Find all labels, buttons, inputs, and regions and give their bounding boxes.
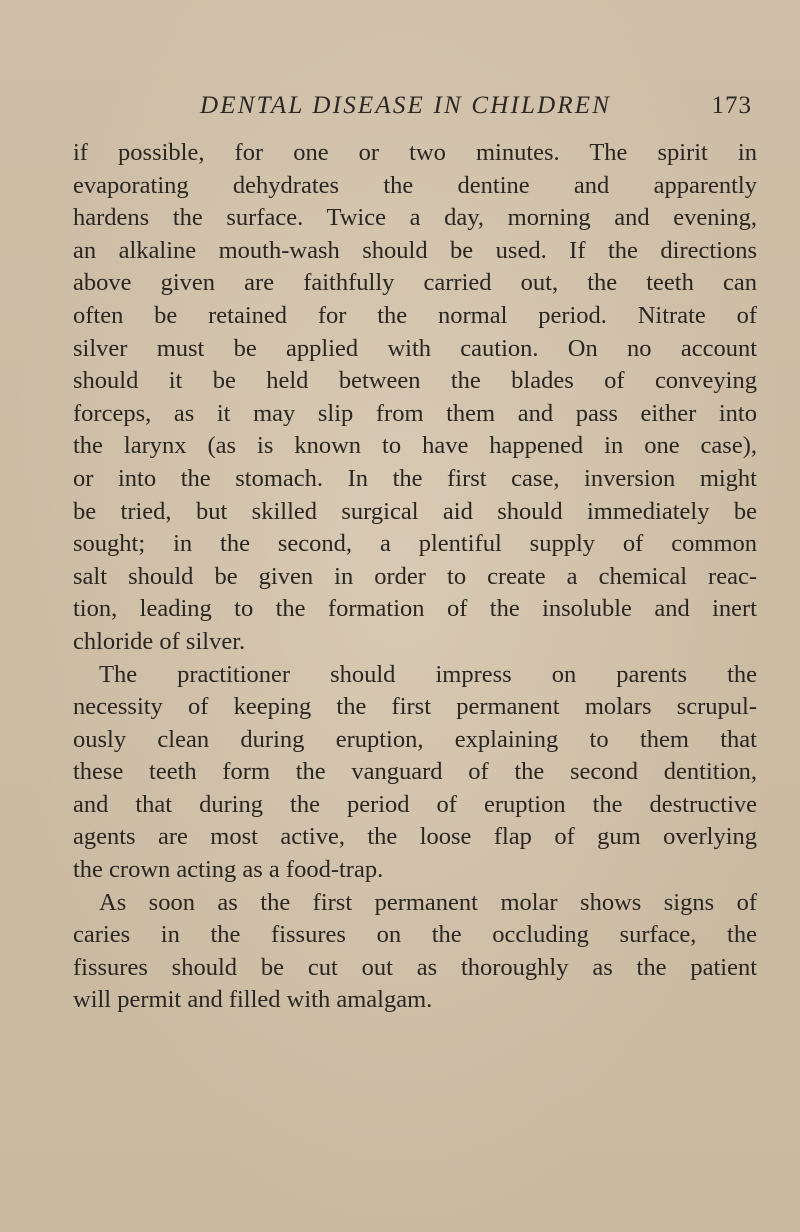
text-line: necessity of keeping the first permanent molars scrupul- [73,693,757,721]
text-line: should it be held between the blades of conveying [73,367,757,395]
paragraph-1 [73,137,757,659]
text-line: tion, leading to the formation of the insoluble and inert [73,595,757,623]
paragraph-3 [73,887,757,1017]
text-line: chloride of silver. [73,627,246,655]
text-line: silver must be applied with caution. On no account [73,334,757,362]
text-line: hardens the surface. Twice a day, morning and evening, [73,204,757,232]
text-line: an alkaline mouth-wash should be used. If the directions [73,236,757,264]
text-line: caries in the fissures on the occluding surface, the [73,921,757,949]
text-line: sought; in the second, a plentiful supply of common [73,530,757,558]
text-line: or into the stomach. In the first case, inversion might [73,464,757,492]
text-line: salt should be given in order to create a chemical reac- [73,562,757,590]
text-line: the crown acting as a food-trap. [73,856,384,884]
text-line: will permit and filled with amalgam. [73,986,433,1014]
running-head [200,92,752,122]
text-line: above given are faithfully carried out, the teeth can [73,269,757,297]
page-number: 173 [711,92,752,119]
text-line: be tried, but skilled surgical aid should immediately be [73,497,757,525]
text-line: As soon as the first permanent molar shows signs of [99,888,757,916]
paragraph-2 [73,659,757,887]
text-line: the larynx (as is known to have happened in one case), [73,432,757,460]
text-line: often be retained for the normal period. Nitrate of [73,301,757,329]
text-line: forceps, as it may slip from them and pass either into [73,399,757,427]
running-title: DENTAL DISEASE IN CHILDREN [200,92,612,119]
text-line: ously clean during eruption, explaining to them that [73,725,757,753]
text-line: The practitioner should impress on parents the [99,660,757,688]
text-line: evaporating dehydrates the dentine and apparently [73,171,757,199]
text-body [73,137,757,1017]
text-line: agents are most active, the loose flap of gum overlying [73,823,757,851]
text-line: fissures should be cut out as thoroughly as the patient [73,953,757,981]
text-line: and that during the period of eruption the destructive [73,790,757,818]
text-line: if possible, for one or two minutes. The spirit in [73,139,757,166]
text-line: these teeth form the vanguard of the second dentition, [73,758,757,786]
